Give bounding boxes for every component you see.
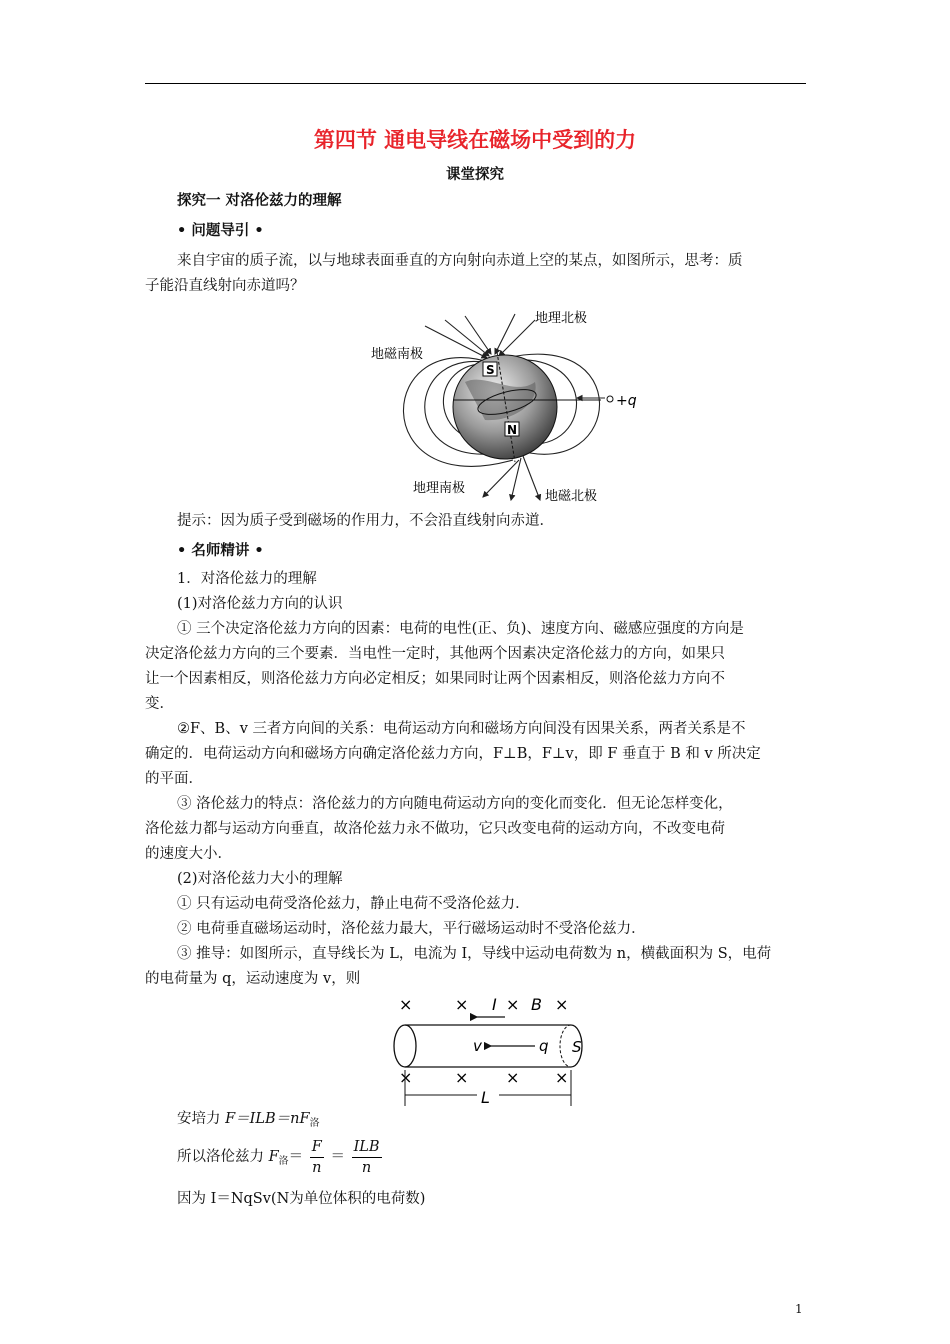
cylinder-hidden-edge: [560, 1025, 571, 1067]
length-label: L: [481, 1088, 490, 1107]
page-title: 第四节 通电导线在磁场中受到的力: [313, 128, 637, 152]
because-line: 因为 I＝NqSv(N为单位体积的电荷数): [177, 1191, 426, 1207]
heading-1-2: (2)对洛伦兹力大小的理解: [177, 871, 343, 887]
item-q3-line2: 的电荷量为 q，运动速度为 v，则: [145, 971, 361, 987]
para1-line1: ① 三个决定洛伦兹力方向的因素：电荷的电性(正、负)、速度方向、磁感应强度的方向是: [177, 621, 744, 637]
current-label: I: [492, 995, 497, 1014]
item-q2: ② 电荷垂直磁场运动时，洛伦兹力最大，平行磁场运动时不受洛伦兹力．: [177, 921, 646, 937]
para2-line1: ②F、B、v 三者方向间的关系：电荷运动方向和磁场方向间没有因果关系，两者关系是不: [177, 721, 746, 737]
intro-line-1: 来自宇宙的质子流，以与地球表面垂直的方向射向赤道上空的某点，如图所示，思考：质: [177, 253, 743, 269]
lorentz-formula-line: 所以洛伦兹力 $F_洛=$ $\frac{F}{n}$ ＝ $\frac{\text{ILB}}{n}$: [177, 1138, 380, 1176]
field-label: B: [531, 995, 542, 1014]
cross-1: ×: [399, 995, 413, 1014]
cross-4: ×: [555, 995, 569, 1014]
para3-line1: ③ 洛伦兹力的特点：洛伦兹力的方向随电荷运动方向的变化而变化．但无论怎样变化，: [177, 796, 733, 812]
cross-7: ×: [506, 1068, 520, 1087]
s-pole-label: S: [486, 363, 495, 377]
para1-line3: 让一个因素相反，则洛伦兹力方向必定相反；如果同时让两个因素相反，则洛伦兹力方向不: [145, 671, 725, 687]
mag-south-label: 地磁南极: [371, 347, 424, 362]
question-guide-label: • 问题导引 •: [177, 223, 264, 239]
charge-label: +q: [616, 393, 637, 409]
charge-dot: [607, 396, 613, 402]
cylinder-left-end: [394, 1025, 416, 1067]
cross-5: ×: [399, 1068, 413, 1087]
para1-line2: 决定洛伦兹力方向的三个要素．当电性一定时，其他两个因素决定洛伦兹力的方向，如果只: [145, 646, 725, 662]
ampere-formula-line: 安培力 $F=ILB=nF_洛$: [177, 1111, 320, 1129]
area-label: S: [572, 1038, 582, 1056]
hint-text: 提示：因为质子受到磁场的作用力，不会沿直线射向赤道．: [177, 513, 554, 529]
fraction-F-over-n: $\frac{F}{n}$: [311, 1138, 322, 1176]
item-q3-line1: ③ 推导：如图所示，直导线长为 L，电流为 I，导线中运动电荷数为 n，横截面积为 S，电荷: [177, 946, 772, 962]
heading-1: 1．对洛伦兹力的理解: [177, 571, 317, 587]
mag-north-label: 地磁北极: [545, 489, 598, 504]
geo-north-label: 地理北极: [535, 311, 588, 326]
para3-line3: 的速度大小．: [145, 846, 232, 862]
exploration-heading: 探究一 对洛伦兹力的理解: [177, 193, 342, 209]
heading-1-1: (1)对洛伦兹力方向的认识: [177, 596, 343, 612]
cross-6: ×: [455, 1068, 469, 1087]
section-title: 课堂探究: [446, 167, 504, 183]
teacher-label: • 名师精讲 •: [177, 543, 264, 559]
para1-line4: 变．: [145, 696, 174, 712]
ampere-formula: F＝ILB＝nF: [225, 1111, 310, 1127]
para2-line3: 的平面．: [145, 771, 203, 787]
page-number: 1: [795, 1302, 803, 1316]
geo-south-label: 地理南极: [413, 481, 466, 496]
intro-line-2: 子能沿直线射向赤道吗？: [145, 278, 305, 294]
cross-2: ×: [455, 995, 469, 1014]
n-pole-label: N: [507, 423, 518, 437]
fraction-ILB-over-n: $\frac{\text{ILB}}{n}$: [353, 1138, 380, 1176]
header-rule: [145, 83, 806, 84]
para2-line2: 确定的．电荷运动方向和磁场方向确定洛伦兹力方向，F⊥B，F⊥v，即 F 垂直于 B 和 v 所决定: [145, 746, 761, 762]
charge-label: q: [539, 1037, 549, 1055]
velocity-label: v: [473, 1037, 482, 1055]
earth-magnetic-field-figure: [365, 302, 645, 507]
para3-line2: 洛伦兹力都与运动方向垂直，故洛伦兹力永不做功，它只改变电荷的运动方向，不改变电荷: [145, 821, 725, 837]
cross-3: ×: [506, 995, 520, 1014]
item-q1: ① 只有运动电荷受洛伦兹力，静止电荷不受洛伦兹力．: [177, 896, 530, 912]
cross-8: ×: [555, 1068, 569, 1087]
wire-cylinder-figure: [385, 990, 600, 1108]
